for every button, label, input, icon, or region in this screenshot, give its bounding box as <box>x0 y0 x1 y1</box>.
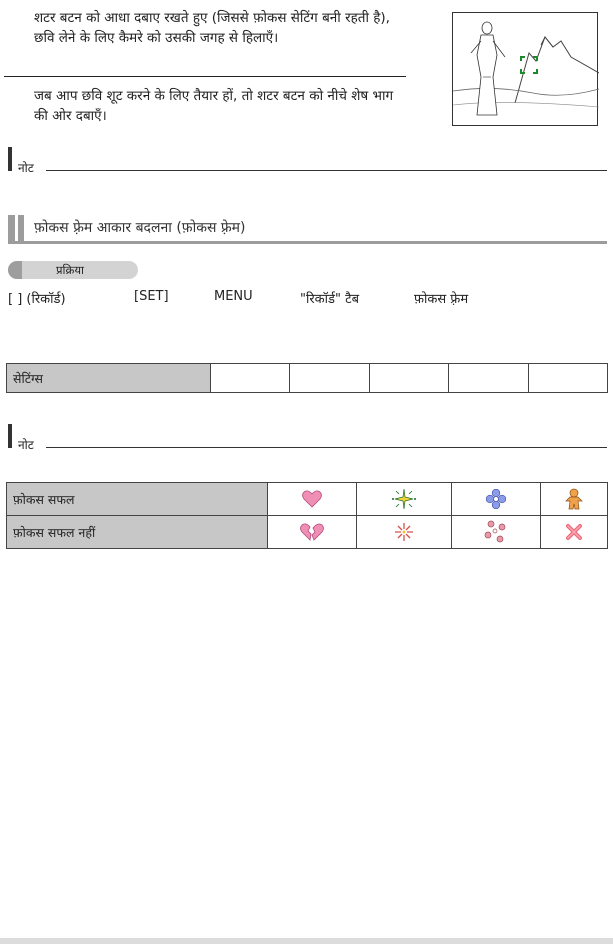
settings-table <box>6 363 608 393</box>
menu-button-ref: MENU <box>214 289 253 304</box>
procedure-label: प्रक्रिया <box>56 263 85 277</box>
camera-framing-illustration <box>452 12 598 126</box>
settings-cell <box>290 364 369 393</box>
procedure-badge <box>8 261 138 279</box>
sparkle-icon <box>391 488 417 510</box>
note-rule-1 <box>46 170 607 171</box>
focus-frame-ref: फ़ोकस फ़्रेम <box>414 292 469 307</box>
table-row <box>7 483 608 516</box>
section-title: फ़ोकस फ़्रेम आकार बदलना (फ़ोकस फ़्रेम) <box>34 220 246 236</box>
step-divider <box>4 76 406 77</box>
x-mark-icon <box>565 523 583 541</box>
record-button-ref: [ ] (रिकॉर्ड) <box>8 292 66 307</box>
row-label-focus-failed: फ़ोकस सफल नहीं <box>7 516 268 549</box>
settings-cell <box>449 364 528 393</box>
step-instruction-1: शटर बटन को आधा दबाए रखते हुए (जिससे फ़ोकस सेटिंग बनी रहती है), छवि लेने के लिए कैमरे को उसकी जगह से हिलाएँ। <box>34 10 390 46</box>
settings-cell <box>211 364 290 393</box>
settings-cell <box>528 364 607 393</box>
scattered-flower-icon <box>484 520 508 544</box>
table-row <box>7 516 608 549</box>
flower-icon <box>486 489 506 509</box>
focus-frame-table <box>6 482 608 549</box>
settings-cell <box>369 364 448 393</box>
woman-and-mountain-illustration <box>453 13 599 127</box>
page-footer-bar <box>0 938 613 944</box>
note-heading-2: नोट <box>18 438 34 452</box>
gingerbread-icon <box>565 488 583 510</box>
set-button-ref: [SET] <box>134 289 169 304</box>
note-marker <box>8 147 12 171</box>
row-label-focus-success: फ़ोकस सफल <box>7 483 268 516</box>
note-rule-2 <box>46 447 607 448</box>
menu-path <box>0 289 613 309</box>
note-heading-1: नोट <box>18 161 34 175</box>
heart-icon <box>302 490 322 508</box>
settings-header: सेटिंग्स <box>7 364 211 393</box>
burst-icon <box>393 521 415 543</box>
note-marker <box>8 424 12 448</box>
table-row <box>7 364 608 393</box>
broken-heart-icon <box>300 522 324 542</box>
section-heading <box>8 213 607 243</box>
step-instruction-2: जब आप छवि शूट करने के लिए तैयार हों, तो शटर बटन को नीचे शेष भाग की ओर दबाएँ। <box>34 88 394 124</box>
record-tab-ref: "रिकॉर्ड" टैब <box>300 292 360 307</box>
